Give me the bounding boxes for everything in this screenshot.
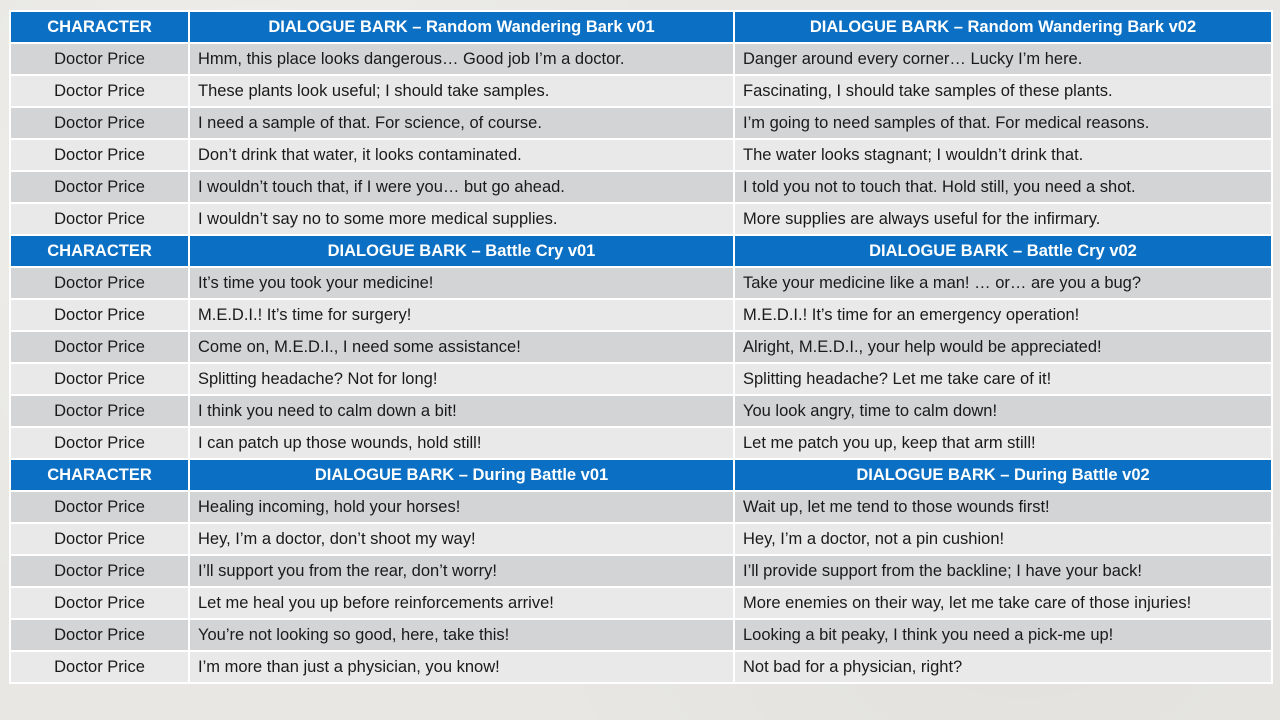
bark-v01-cell: These plants look useful; I should take samples. bbox=[189, 75, 734, 107]
v01-column-header: DIALOGUE BARK – During Battle v01 bbox=[189, 459, 734, 491]
bark-v02-cell: Fascinating, I should take samples of these plants. bbox=[734, 75, 1272, 107]
bark-v01-cell: Come on, M.E.D.I., I need some assistance! bbox=[189, 331, 734, 363]
character-cell: Doctor Price bbox=[10, 651, 189, 683]
character-cell: Doctor Price bbox=[10, 395, 189, 427]
v01-column-header: DIALOGUE BARK – Battle Cry v01 bbox=[189, 235, 734, 267]
bark-v01-cell: Splitting headache? Not for long! bbox=[189, 363, 734, 395]
bark-v01-cell: I need a sample of that. For science, of course. bbox=[189, 107, 734, 139]
table-row bbox=[10, 267, 1272, 299]
table-row bbox=[10, 363, 1272, 395]
character-cell: Doctor Price bbox=[10, 43, 189, 75]
section-header-row bbox=[10, 235, 1272, 267]
section-header-row bbox=[10, 11, 1272, 43]
bark-v02-cell: Danger around every corner… Lucky I’m here. bbox=[734, 43, 1272, 75]
bark-v02-cell: You look angry, time to calm down! bbox=[734, 395, 1272, 427]
v02-column-header: DIALOGUE BARK – Random Wandering Bark v02 bbox=[734, 11, 1272, 43]
bark-v01-cell: I wouldn’t touch that, if I were you… but go ahead. bbox=[189, 171, 734, 203]
bark-v01-cell: I think you need to calm down a bit! bbox=[189, 395, 734, 427]
character-cell: Doctor Price bbox=[10, 555, 189, 587]
bark-v01-cell: Hey, I’m a doctor, don’t shoot my way! bbox=[189, 523, 734, 555]
table-row bbox=[10, 587, 1272, 619]
table-row bbox=[10, 651, 1272, 683]
bark-v01-cell: You’re not looking so good, here, take this! bbox=[189, 619, 734, 651]
bark-v02-cell: Not bad for a physician, right? bbox=[734, 651, 1272, 683]
bark-v02-cell: Take your medicine like a man! … or… are you a bug? bbox=[734, 267, 1272, 299]
dialogue-bark-table bbox=[9, 10, 1273, 684]
character-cell: Doctor Price bbox=[10, 171, 189, 203]
table-row bbox=[10, 75, 1272, 107]
table-row bbox=[10, 491, 1272, 523]
v01-column-header: DIALOGUE BARK – Random Wandering Bark v01 bbox=[189, 11, 734, 43]
table-row bbox=[10, 139, 1272, 171]
table-row bbox=[10, 619, 1272, 651]
table-row bbox=[10, 171, 1272, 203]
table-row bbox=[10, 427, 1272, 459]
bark-v02-cell: Let me patch you up, keep that arm still! bbox=[734, 427, 1272, 459]
table-row bbox=[10, 43, 1272, 75]
table-body bbox=[10, 11, 1272, 683]
character-cell: Doctor Price bbox=[10, 267, 189, 299]
character-cell: Doctor Price bbox=[10, 107, 189, 139]
bark-v01-cell: Healing incoming, hold your horses! bbox=[189, 491, 734, 523]
character-cell: Doctor Price bbox=[10, 139, 189, 171]
character-column-header: CHARACTER bbox=[10, 11, 189, 43]
character-cell: Doctor Price bbox=[10, 363, 189, 395]
v02-column-header: DIALOGUE BARK – During Battle v02 bbox=[734, 459, 1272, 491]
character-column-header: CHARACTER bbox=[10, 235, 189, 267]
table-row bbox=[10, 299, 1272, 331]
character-cell: Doctor Price bbox=[10, 331, 189, 363]
bark-v01-cell: I’m more than just a physician, you know! bbox=[189, 651, 734, 683]
bark-v02-cell: More enemies on their way, let me take care of those injuries! bbox=[734, 587, 1272, 619]
bark-v01-cell: I’ll support you from the rear, don’t worry! bbox=[189, 555, 734, 587]
character-cell: Doctor Price bbox=[10, 203, 189, 235]
bark-v02-cell: Alright, M.E.D.I., your help would be appreciated! bbox=[734, 331, 1272, 363]
bark-v02-cell: Looking a bit peaky, I think you need a pick-me up! bbox=[734, 619, 1272, 651]
table-row bbox=[10, 523, 1272, 555]
bark-v02-cell: Splitting headache? Let me take care of it! bbox=[734, 363, 1272, 395]
character-cell: Doctor Price bbox=[10, 299, 189, 331]
character-cell: Doctor Price bbox=[10, 491, 189, 523]
bark-v02-cell: Wait up, let me tend to those wounds first! bbox=[734, 491, 1272, 523]
bark-v02-cell: I’m going to need samples of that. For medical reasons. bbox=[734, 107, 1272, 139]
bark-v01-cell: It’s time you took your medicine! bbox=[189, 267, 734, 299]
character-cell: Doctor Price bbox=[10, 427, 189, 459]
character-column-header: CHARACTER bbox=[10, 459, 189, 491]
table-row bbox=[10, 555, 1272, 587]
bark-v02-cell: More supplies are always useful for the infirmary. bbox=[734, 203, 1272, 235]
bark-v02-cell: I told you not to touch that. Hold still, you need a shot. bbox=[734, 171, 1272, 203]
bark-v02-cell: M.E.D.I.! It’s time for an emergency operation! bbox=[734, 299, 1272, 331]
bark-v02-cell: The water looks stagnant; I wouldn’t drink that. bbox=[734, 139, 1272, 171]
bark-v02-cell: I’ll provide support from the backline; I have your back! bbox=[734, 555, 1272, 587]
bark-v01-cell: Hmm, this place looks dangerous… Good job I’m a doctor. bbox=[189, 43, 734, 75]
bark-v01-cell: Let me heal you up before reinforcements arrive! bbox=[189, 587, 734, 619]
dialogue-bark-table-container bbox=[9, 10, 1271, 684]
character-cell: Doctor Price bbox=[10, 619, 189, 651]
bark-v01-cell: Don’t drink that water, it looks contaminated. bbox=[189, 139, 734, 171]
character-cell: Doctor Price bbox=[10, 523, 189, 555]
section-header-row bbox=[10, 459, 1272, 491]
table-row bbox=[10, 203, 1272, 235]
table-row bbox=[10, 395, 1272, 427]
character-cell: Doctor Price bbox=[10, 587, 189, 619]
table-row bbox=[10, 331, 1272, 363]
table-row bbox=[10, 107, 1272, 139]
bark-v01-cell: M.E.D.I.! It’s time for surgery! bbox=[189, 299, 734, 331]
bark-v01-cell: I wouldn’t say no to some more medical supplies. bbox=[189, 203, 734, 235]
bark-v01-cell: I can patch up those wounds, hold still! bbox=[189, 427, 734, 459]
bark-v02-cell: Hey, I’m a doctor, not a pin cushion! bbox=[734, 523, 1272, 555]
v02-column-header: DIALOGUE BARK – Battle Cry v02 bbox=[734, 235, 1272, 267]
character-cell: Doctor Price bbox=[10, 75, 189, 107]
